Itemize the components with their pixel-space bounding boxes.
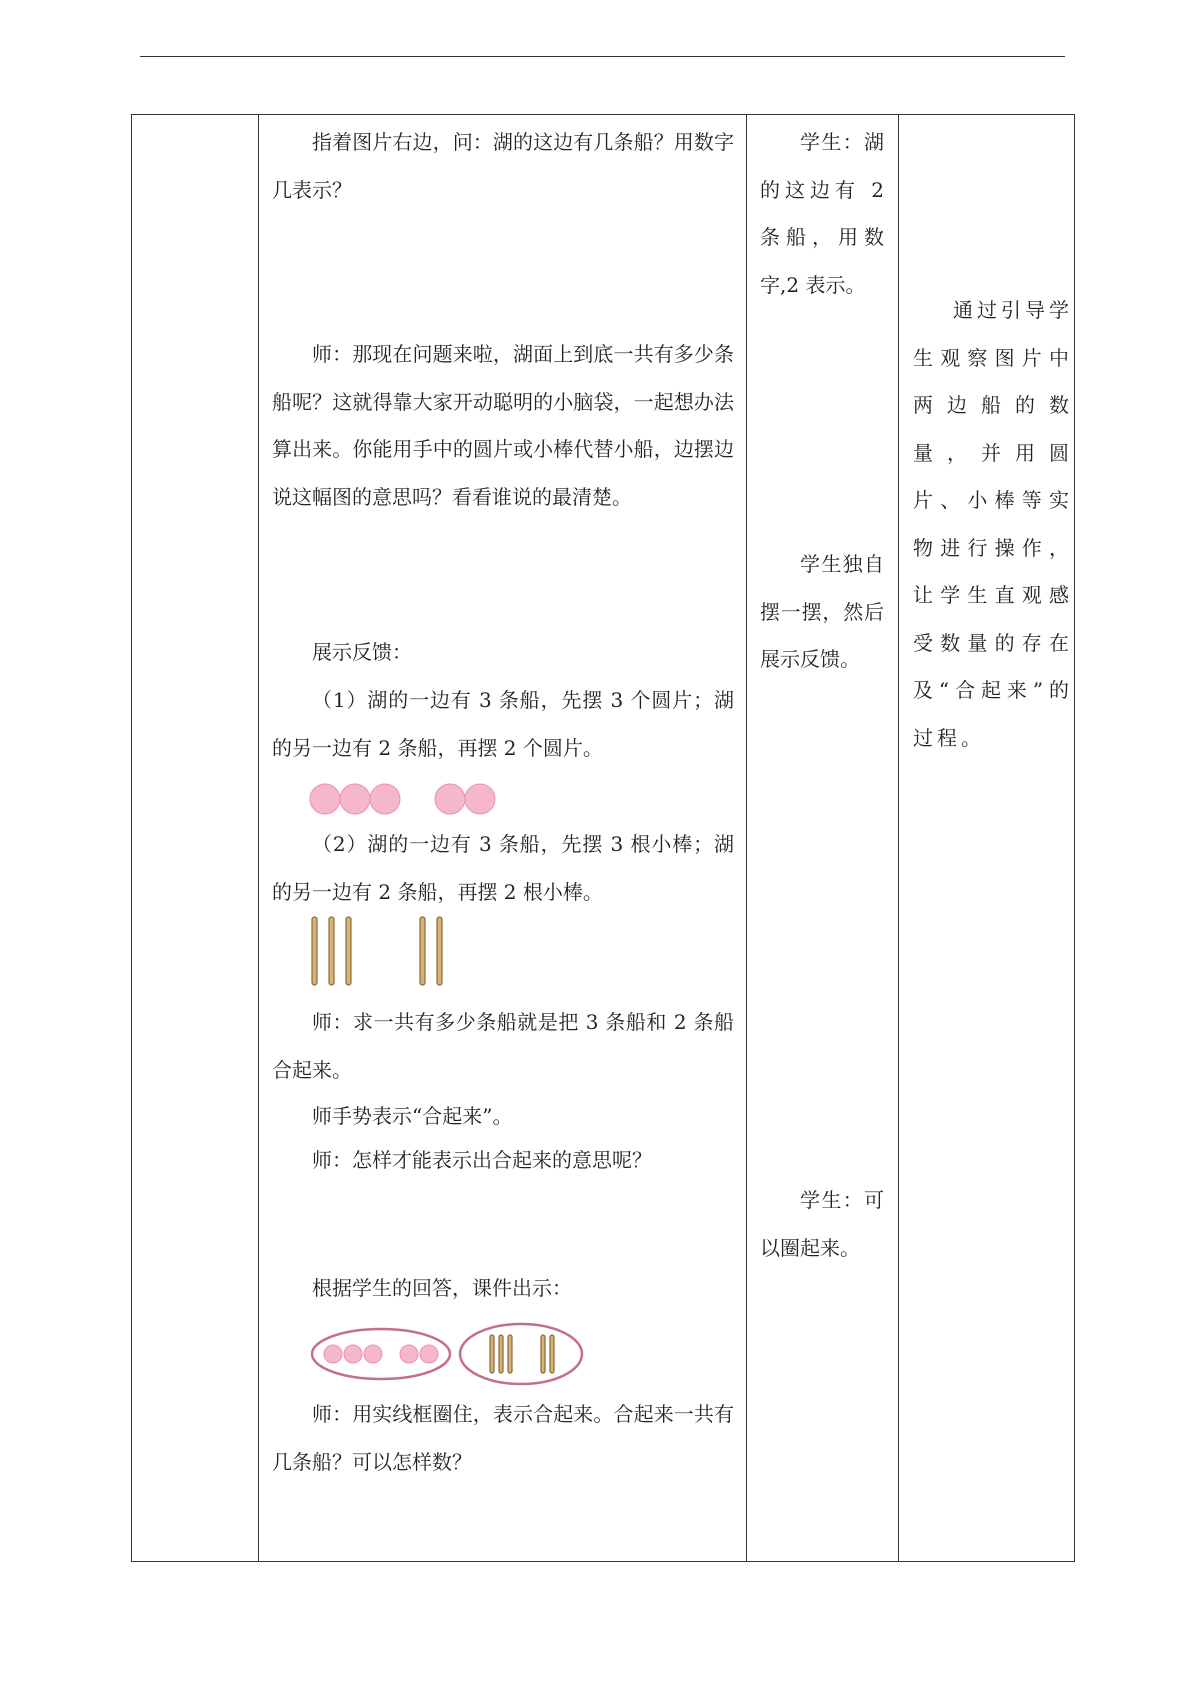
teacher-circle: 师：用实线框圈住，表示合起来。合起来一共有几条船？可以怎样数？: [272, 1402, 734, 1474]
feedback-discs: （1）湖的一边有 3 条船，先摆 3 个圆片；湖的另一边有 2 条船，再摆 2 个圆片。: [272, 688, 734, 760]
teacher-how: 师：怎样才能表示出合起来的意思呢？: [312, 1148, 652, 1172]
design-intent-text: 通过引导学生观察图片中两边船的数量，并用圆片、小棒等实物进行操作，让学生直观感受数量的存在及“合起来”的过程。: [913, 298, 1073, 750]
ring-stick-2: [499, 1335, 503, 1373]
ring-disc-3: [364, 1345, 382, 1363]
question-right-side: 指着图片右边，问：湖的这边有几条船？用数字几表示？: [272, 130, 734, 202]
feedback-sticks: （2）湖的一边有 3 条船，先摆 3 根小棒；湖的另一边有 2 条船，再摆 2 根小棒。: [272, 832, 734, 904]
stick-left-2: [329, 917, 334, 985]
column-blank: [132, 115, 259, 1562]
ring-disc-1: [324, 1345, 342, 1363]
lesson-plan-table: [131, 114, 1075, 1562]
question-total-boats: 师：那现在问题来啦，湖面上到底一共有多少条船呢？这就得靠大家开动聪明的小脑袋，一起想办法算出来。你能用手中的圆片或小棒代替小船，边摆边说这幅图的意思吗？看看谁说的最清楚。: [272, 342, 734, 509]
stick-left-3: [346, 917, 351, 985]
disc-left-3: [370, 784, 400, 814]
courseware-note: 根据学生的回答，课件出示：: [312, 1276, 572, 1300]
column-design-intent: [899, 115, 1075, 1562]
header-rule: [140, 56, 1065, 57]
stick-groups-figure: [259, 913, 519, 993]
ring-stick-5: [550, 1335, 554, 1373]
teacher-gesture: 师手势表示“合起来”。: [312, 1104, 513, 1128]
ring-disc-2: [344, 1345, 362, 1363]
student-answer-2: 学生独自摆一摆，然后展示反馈。: [760, 552, 884, 671]
disc-groups-figure: [259, 773, 519, 827]
ring-stick-1: [490, 1335, 494, 1373]
disc-right-2: [465, 784, 495, 814]
ring-stick-4: [541, 1335, 545, 1373]
column-teaching-activity: [259, 115, 747, 1562]
disc-left-2: [340, 784, 370, 814]
disc-right-1: [435, 784, 465, 814]
feedback-heading: 展示反馈：: [312, 640, 412, 664]
stick-group-ring: [460, 1324, 582, 1384]
stick-right-1: [420, 917, 425, 985]
column-student-activity: [747, 115, 899, 1562]
stick-right-2: [437, 917, 442, 985]
student-answer-1: 学生：湖的这边有 2 条船，用数字,2 表示。: [760, 130, 884, 297]
ring-stick-3: [508, 1335, 512, 1373]
student-answer-3: 学生：可以圈起来。: [760, 1188, 884, 1260]
ring-disc-4: [400, 1345, 418, 1363]
circled-groups-figure: [259, 1321, 659, 1389]
stick-left-1: [312, 917, 317, 985]
teacher-combine: 师：求一共有多少条船就是把 3 条船和 2 条船合起来。: [272, 1010, 734, 1082]
ring-disc-5: [420, 1345, 438, 1363]
disc-left-1: [310, 784, 340, 814]
